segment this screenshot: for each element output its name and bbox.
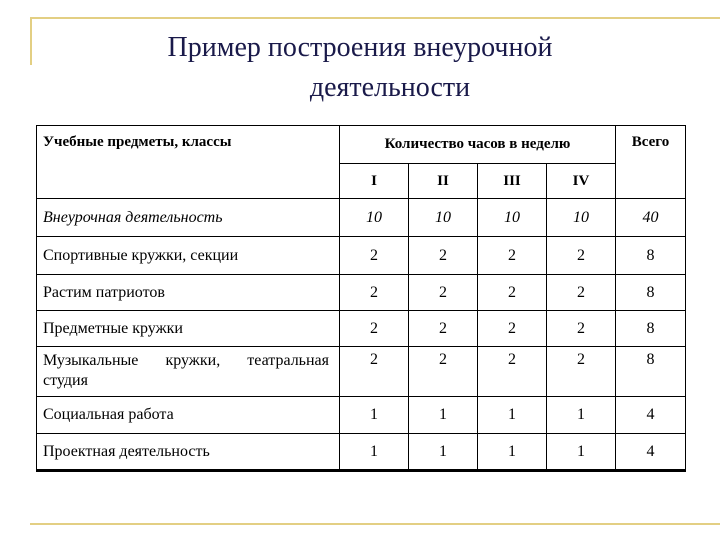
row-name (37, 347, 340, 397)
cell-value: 1 (547, 434, 616, 471)
row-name-word: Музыкальные (43, 352, 139, 369)
grade-4: IV (547, 164, 616, 199)
row-name: Растим патриотов (37, 275, 340, 311)
row-name-word: кружки, (165, 352, 221, 369)
cell-value: 2 (409, 347, 478, 397)
cell-total: 4 (616, 397, 686, 434)
table-row (37, 199, 686, 237)
row-name: Социальная работа (37, 397, 340, 434)
header-hours: Количество часов в неделю (340, 126, 616, 164)
cell-value: 2 (409, 237, 478, 275)
table-row (37, 434, 686, 471)
row-name: Проектная деятельность (37, 434, 340, 471)
cell-value: 2 (547, 311, 616, 347)
table-row (37, 397, 686, 434)
cell-value: 2 (547, 347, 616, 397)
cell-value: 1 (478, 397, 547, 434)
schedule-table (36, 125, 686, 472)
cell-value: 2 (409, 311, 478, 347)
table-row (37, 311, 686, 347)
cell-value: 2 (340, 275, 409, 311)
top-decor-line (30, 17, 720, 19)
cell-total: 8 (616, 275, 686, 311)
cell-total: 8 (616, 347, 686, 397)
row-name: Предметные кружки (37, 311, 340, 347)
row-name: Спортивные кружки, секции (37, 237, 340, 275)
grade-3: III (478, 164, 547, 199)
cell-value: 10 (478, 199, 547, 237)
cell-value: 2 (340, 237, 409, 275)
cell-value: 2 (340, 311, 409, 347)
header-total: Всего (616, 126, 686, 199)
row-name-line-2 (43, 371, 333, 391)
cell-value: 1 (409, 397, 478, 434)
cell-value: 1 (340, 434, 409, 471)
cell-total: 40 (616, 199, 686, 237)
cell-value: 2 (478, 311, 547, 347)
grade-1: I (340, 164, 409, 199)
row-name-word: студия (43, 372, 88, 389)
header-row (37, 126, 686, 164)
cell-value: 2 (340, 347, 409, 397)
cell-total: 8 (616, 237, 686, 275)
slide-title (40, 28, 680, 108)
cell-value: 1 (547, 397, 616, 434)
cell-value: 2 (478, 347, 547, 397)
cell-value: 10 (409, 199, 478, 237)
cell-value: 2 (547, 275, 616, 311)
cell-value: 10 (547, 199, 616, 237)
grade-2: II (409, 164, 478, 199)
cell-total: 4 (616, 434, 686, 471)
left-decor-line (30, 17, 32, 65)
cell-value: 10 (340, 199, 409, 237)
row-name-line-1 (43, 351, 333, 371)
row-name-word: театральная (247, 352, 329, 369)
title-line-2: деятельности (309, 72, 471, 103)
cell-value: 1 (409, 434, 478, 471)
table-row (37, 347, 686, 397)
header-subjects: Учебные предметы, классы (37, 126, 340, 199)
cell-value: 1 (340, 397, 409, 434)
cell-value: 2 (478, 237, 547, 275)
cell-value: 2 (547, 237, 616, 275)
cell-value: 2 (409, 275, 478, 311)
bottom-decor-line (30, 523, 720, 525)
cell-value: 2 (478, 275, 547, 311)
title-line-1: Пример построения внеурочной (167, 32, 553, 63)
table-row (37, 237, 686, 275)
table-row (37, 275, 686, 311)
row-name: Внеурочная деятельность (37, 199, 340, 237)
cell-value: 1 (478, 434, 547, 471)
cell-total: 8 (616, 311, 686, 347)
